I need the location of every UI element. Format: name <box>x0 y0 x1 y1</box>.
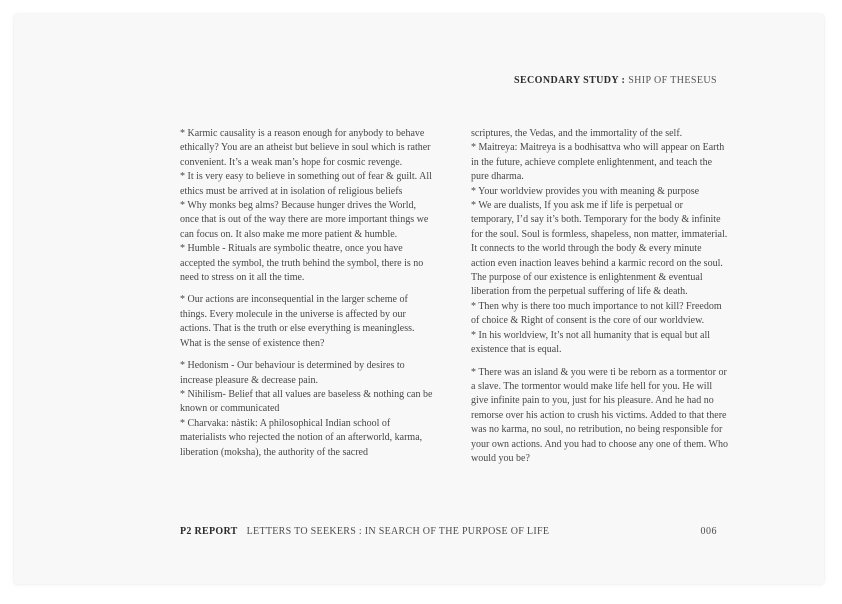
paragraph: * Hedonism - Our behaviour is determined by desires to increase pleasure & decrease pain. <box>180 360 405 386</box>
paragraph: * Our actions are inconsequential in the larger scheme of things. Every molecule in the universe is affected by our actions. That is the truth or else everything is meaningless. What is the sense of existence then? <box>180 294 415 349</box>
report-page <box>14 14 824 584</box>
paragraph: * It is very easy to believe in something out of fear & guilt. All ethics must be arrived at in isolation of religious beliefs <box>180 171 432 197</box>
paragraph: * Why monks beg alms? Because hunger drives the World, once that is out of the way there are more important things we can focus on. It also make me more patient & humble. <box>180 200 429 240</box>
section-title: SHIP OF THESEUS <box>628 75 717 86</box>
paragraph-group <box>180 293 437 351</box>
paragraph: * In his worldview, It’s not all humanity that is equal but all existence that is equal. <box>471 329 711 356</box>
paragraph: * Then why is there too much importance to not kill? Freedom of choice & Right of consent is the core of our worldview. <box>471 300 722 327</box>
running-footer <box>180 526 717 537</box>
paragraph-group <box>180 359 437 460</box>
paragraph: * Charvaka: nàstik: A philosophical Indian school of materialists who rejected the notion of an afterworld, karma, liberation (moksha), the authority of the sacred <box>180 417 423 458</box>
report-label: P2 REPORT <box>180 526 238 537</box>
paragraph-group <box>471 127 728 358</box>
running-header <box>514 75 717 86</box>
paragraph: * There was an island & you were ti be reborn as a tormentor or a slave. The tormentor would make life hell for you. He will give infinite pain to you, just for his pleasure. And he had no remorse over his action to crush his victims. Added to that there was no karma, no soul, no retribution, no being responsible for your own actions. And you had to choose any one of them. Who would you be? <box>471 366 728 464</box>
paragraph: * Humble - Rituals are symbolic theatre, once you have accepted the symbol, the truth behind the symbol, there is no need to stress on it all the time. <box>180 243 424 284</box>
paragraph: * Karmic causality is a reason enough for anybody to behave ethically? You are an atheist but believe in soul which is rather convenient. It’s a weak man’s hope for cosmic revenge. <box>180 128 431 168</box>
paragraph-group <box>180 127 437 285</box>
footer-left <box>180 526 549 537</box>
paragraph-group <box>471 366 728 467</box>
text-column-right <box>471 127 728 466</box>
paragraph: * We are dualists, If you ask me if life is perpetual or temporary, I’d say it’s both. Temporary for the body & infinite for the soul. Soul is formless, shapeless, non matter, immaterial. It connects to the world through the body & every minute action even inaction leaves behind a karmic record on the soul. The purpose of our existence is enlightenment & eventual liberation from the perpetual suffering of life & death. <box>471 200 728 298</box>
section-label: SECONDARY STUDY : <box>514 75 626 86</box>
paragraph: * Maitreya: Maitreya is a bodhisattva who will appear on Earth in the future, achieve complete enlightenment, and teach the pure dharma. <box>471 142 725 183</box>
paragraph: * Your worldview provides you with meaning & purpose <box>471 185 700 197</box>
text-column-left <box>180 127 437 460</box>
page-number: 006 <box>700 526 717 537</box>
paragraph: * Nihilism- Belief that all values are baseless & nothing can be known or communicated <box>180 388 433 415</box>
paragraph: scriptures, the Vedas, and the immortality of the self. <box>471 128 683 139</box>
report-title: LETTERS TO SEEKERS : IN SEARCH OF THE PURPOSE OF LIFE <box>246 526 550 537</box>
